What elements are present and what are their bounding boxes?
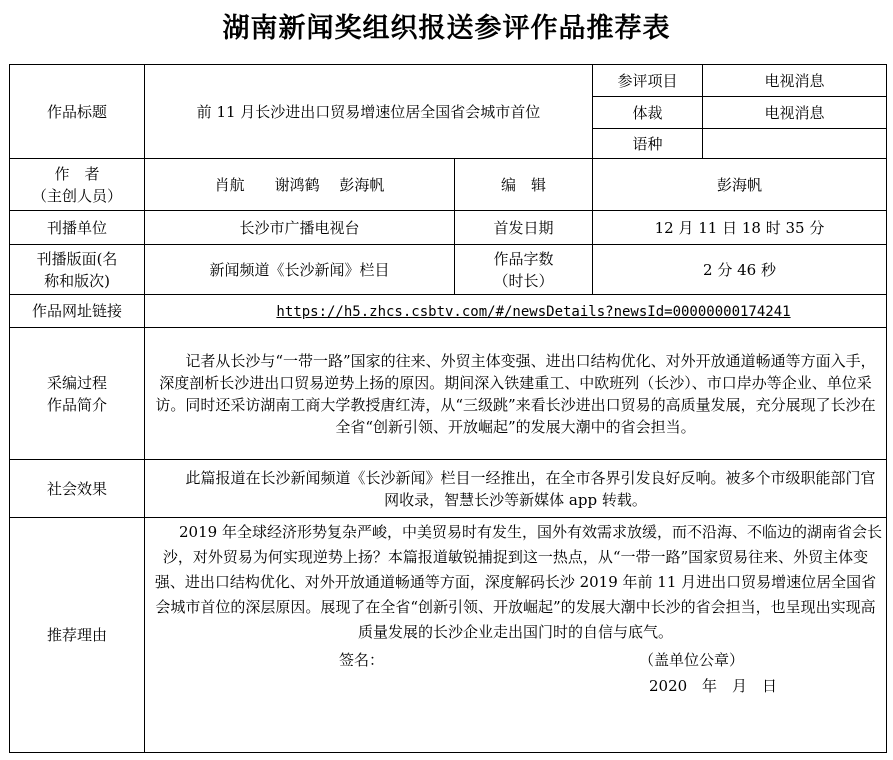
signature-label: 签名： <box>339 651 385 669</box>
process-text-cell <box>145 328 887 460</box>
author-label <box>10 159 145 211</box>
process-label-line2: 作品简介 <box>46 395 107 414</box>
unit-value: 长沙市广播电视台 <box>145 211 455 245</box>
language-label: 语种 <box>593 129 703 159</box>
process-label <box>10 328 145 460</box>
work-title-label: 作品标题 <box>10 65 145 159</box>
section-value: 新闻频道《长沙新闻》栏目 <box>145 245 455 295</box>
section-label-line2: 称和版次) <box>44 271 110 290</box>
release-date-value: 12 月 11 日 18 时 35 分 <box>593 211 887 245</box>
form-row-unit <box>10 211 887 245</box>
reason-text: 2019 年全球经济形势复杂严峻，中美贸易时有发生，国外有效需求放缓，而不沿海、不临边的湖南省会长沙，对外贸易为何实现逆势上扬？本篇报道敏锐捕捉到这一热点，从“一带一路”国家贸易往来、外贸主体变强、进出口结构优化、对外开放通道畅通等方面，深度解码长沙 2019 年前 11 月进出口贸易增速位居全国省会城市首位的深层原因。展现了在全省“创新引领、开放崛起”的发展大潮中长沙的省会担当，也呈现出实现高质量发展的长沙企业走出国门时的自信与底气。 <box>154 523 882 641</box>
length-label <box>455 245 593 295</box>
language-value <box>703 129 887 159</box>
genre-label: 体裁 <box>593 97 703 129</box>
form-row-title <box>10 65 887 97</box>
section-label-line1: 刊播版面(名 <box>36 249 118 268</box>
form-row-section <box>10 245 887 295</box>
page-title: 湖南新闻奖组织报送参评作品推荐表 <box>222 13 671 44</box>
recommendation-form-table <box>9 64 887 753</box>
author-label-line1: 作 者 <box>54 164 100 183</box>
stamp-label: （盖单位公章） <box>639 651 745 669</box>
unit-label: 刊播单位 <box>10 211 145 245</box>
signature-area <box>149 645 882 699</box>
category-value: 电视消息 <box>703 65 887 97</box>
process-label-line1: 采编过程 <box>46 373 107 392</box>
reason-label: 推荐理由 <box>10 518 145 753</box>
effect-text: 此篇报道在长沙新闻频道《长沙新闻》栏目一经推出，在全市各界引发良好反响。被多个市级职能部门官网收录，智慧长沙等新媒体 app 转载。 <box>185 468 876 509</box>
length-label-line1: 作品字数 <box>493 249 554 268</box>
form-row-url <box>10 295 887 328</box>
effect-label: 社会效果 <box>10 460 145 518</box>
process-text: 记者从长沙与“一带一路”国家的往来、外贸主体变强、进出口结构优化、对外开放通道畅通等方面入手，深度剖析长沙进出口贸易逆势上扬的原因。期间深入铁建重工、中欧班列（长沙）、市口岸办等企业、单位采访。同时还采访湖南工商大学教授唐红涛，从“三级跳”来看长沙进出口贸易的高质量发展，充分展现了长沙在全省“创新引领、开放崛起”的发展大潮中的省会担当。 <box>155 351 876 436</box>
editor-label: 编 辑 <box>455 159 593 211</box>
author-label-line2: （主创人员） <box>31 186 122 205</box>
category-label: 参评项目 <box>593 65 703 97</box>
reason-text-cell <box>145 518 887 753</box>
form-row-process <box>10 328 887 460</box>
form-row-reason <box>10 518 887 753</box>
length-value: 2 分 46 秒 <box>593 245 887 295</box>
section-label <box>10 245 145 295</box>
release-date-label: 首发日期 <box>455 211 593 245</box>
url-label: 作品网址链接 <box>10 295 145 328</box>
url-cell <box>145 295 887 328</box>
signature-date: 2020 年 月 日 <box>649 677 777 695</box>
work-title-value: 前 11 月长沙进出口贸易增速位居全国省会城市首位 <box>145 65 593 159</box>
genre-value: 电视消息 <box>703 97 887 129</box>
form-row-effect <box>10 460 887 518</box>
editor-value: 彭海帆 <box>593 159 887 211</box>
form-row-authors <box>10 159 887 211</box>
effect-text-cell <box>145 460 887 518</box>
length-label-line2: （时长） <box>493 271 554 290</box>
authors-value: 肖航 谢鸿鹤 彭海帆 <box>145 159 455 211</box>
work-url-link[interactable]: https://h5.zhcs.csbtv.com/#/newsDetails?newsId=00000000174241 <box>276 303 791 320</box>
